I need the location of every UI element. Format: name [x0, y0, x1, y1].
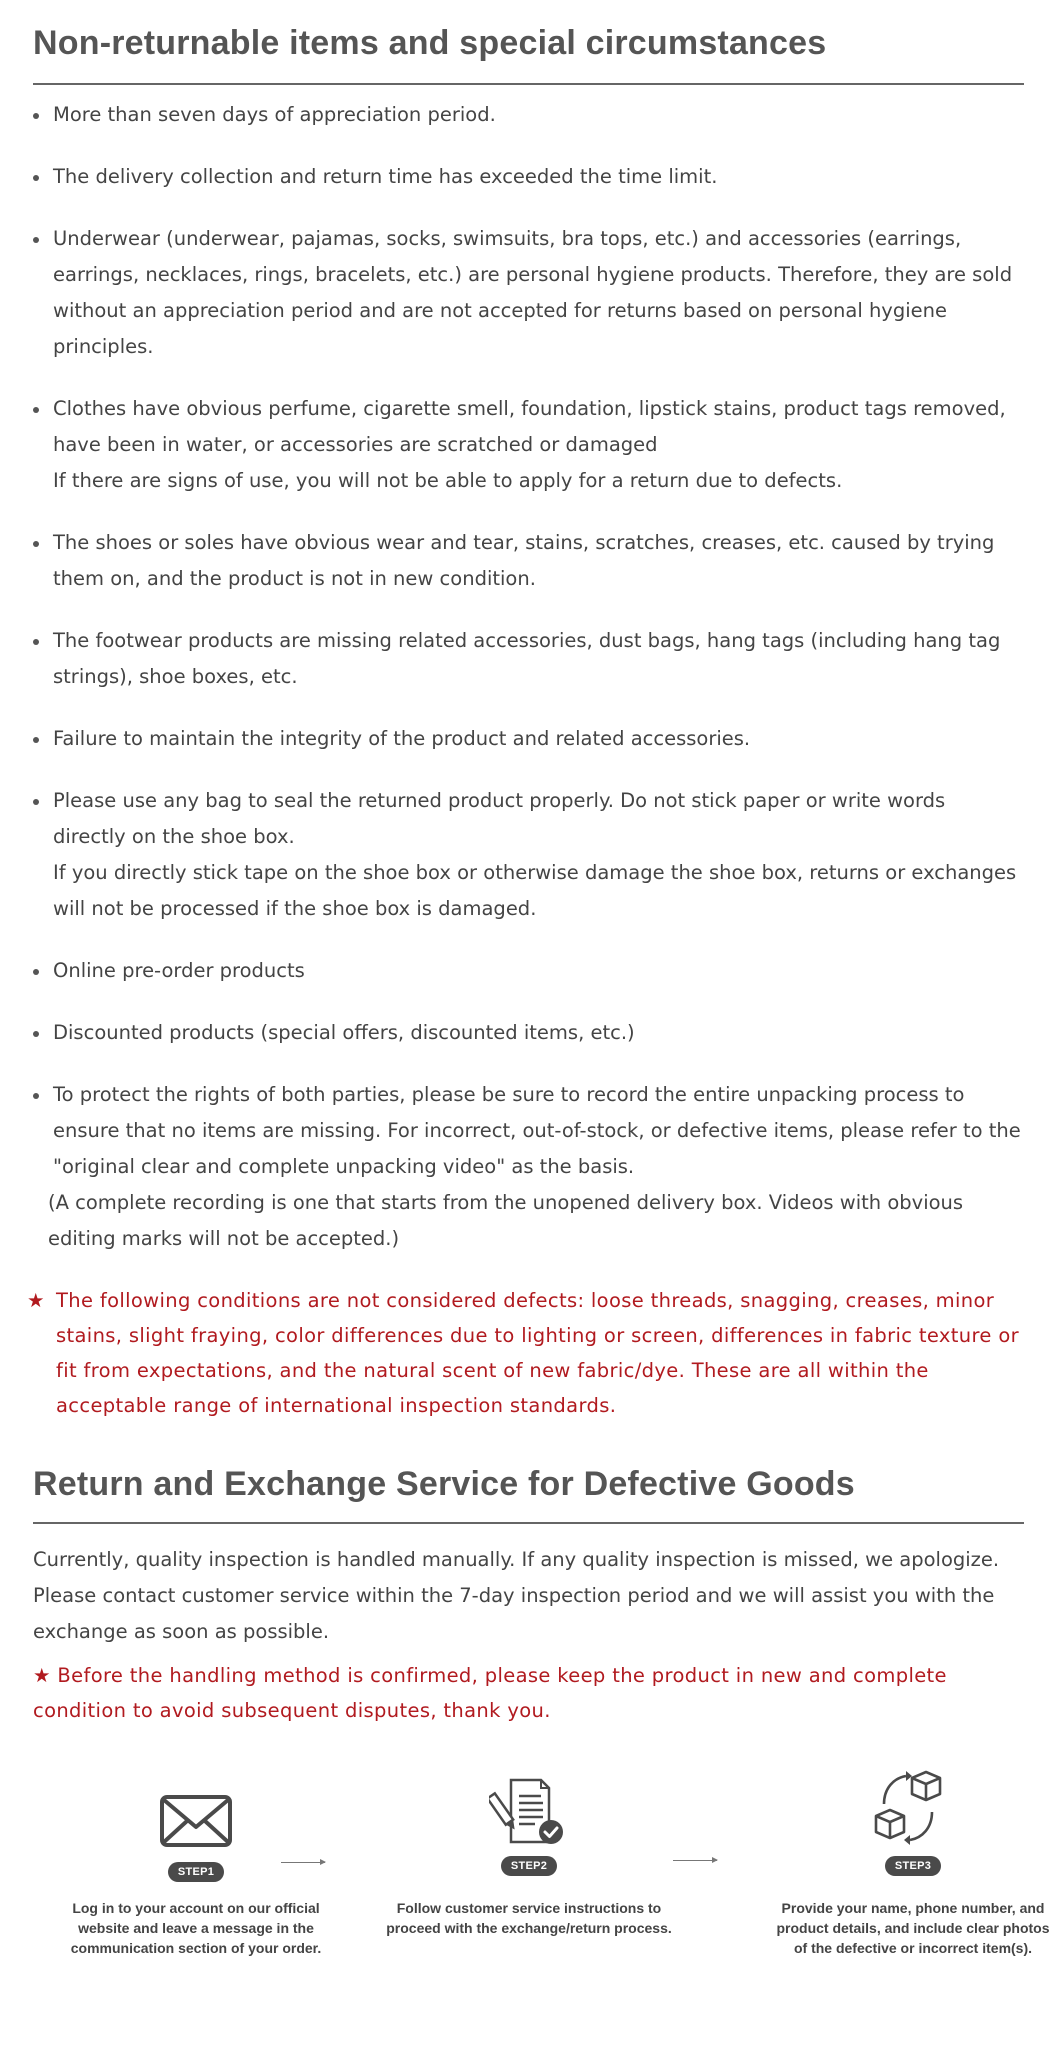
section-divider [33, 83, 1024, 85]
envelope-icon [159, 1794, 233, 1848]
list-item-text: Failure to maintain the integrity of the product and related accessories. [53, 727, 751, 750]
step-1-text: Log in to your account on our official website and leave a message in the communication section of your order. [70, 1900, 322, 1956]
keep-condition-text: Before the handling method is confirmed, please keep the product in new and complete condition to avoid subsequent disputes, thank you. [33, 1664, 947, 1722]
step-badge: STEP2 [501, 1856, 557, 1876]
package-exchange-icon [870, 1766, 956, 1848]
defect-conditions-note [27, 1283, 1024, 1423]
step-badge: STEP3 [885, 1856, 941, 1876]
step-2-icon-wrap [379, 1758, 679, 1848]
arrow-right-icon [281, 1862, 325, 1863]
list-item-text: (A complete recording is one that starts from the unopened delivery box. Videos with obvious editing marks will not be accepted.) [48, 1191, 964, 1250]
step-3-text: Provide your name, phone number, and product details, and include clear photos of the defective or incorrect item(s). [776, 1900, 1050, 1956]
step-1 [46, 1758, 346, 1958]
non-returnable-list [33, 97, 1024, 1257]
section-title-defective-goods: Return and Exchange Service for Defective Goods [33, 1465, 855, 1503]
step-2 [379, 1758, 679, 1938]
list-item [33, 783, 1024, 927]
list-item [33, 1015, 1024, 1051]
star-icon: ★ [33, 1664, 51, 1687]
list-item [33, 97, 1024, 133]
keep-condition-note [33, 1658, 1024, 1728]
step-2-text: Follow customer service instructions to proceed with the exchange/return process. [386, 1900, 672, 1936]
list-item [33, 1077, 1024, 1257]
list-item-text: Discounted products (special offers, discounted items, etc.) [53, 1021, 635, 1044]
step-3-icon-wrap [763, 1758, 1057, 1848]
list-item-text: If there are signs of use, you will not be able to apply for a return due to defects. [53, 469, 843, 492]
section-title-non-returnable: Non-returnable items and special circumstances [33, 24, 827, 62]
list-item [33, 391, 1024, 499]
list-item [33, 953, 1024, 989]
step-3 [763, 1758, 1057, 1958]
steps-row [33, 1758, 1050, 2018]
step-1-icon-wrap [46, 1758, 346, 1848]
list-item-text: The delivery collection and return time has exceeded the time limit. [53, 165, 718, 188]
star-icon: ★ [27, 1289, 45, 1312]
list-item-text: Online pre-order products [53, 959, 305, 982]
list-item [33, 159, 1024, 195]
list-item-text: The shoes or soles have obvious wear and tear, stains, scratches, creases, etc. caused by trying them on, and the product is not in new condition. [53, 531, 995, 590]
list-item-text: The footwear products are missing related accessories, dust bags, hang tags (including hang tag strings), shoe boxes, etc. [53, 629, 1001, 688]
defect-conditions-text: The following conditions are not considered defects: loose threads, snagging, creases, minor stains, slight fraying, color differences due to lighting or screen, differences in fabric texture or fit from expectations, and the natural scent of new fabric/dye. These are all within the acceptable range of international inspection standards. [56, 1289, 1019, 1417]
inspection-paragraph: Currently, quality inspection is handled manually. If any quality inspection is missed, we apologize. Please contact customer service within the 7-day inspection period and we will assist you with the exchange as soon as possible. [33, 1548, 1000, 1643]
list-item-text: Clothes have obvious perfume, cigarette smell, foundation, lipstick stains, product tags removed, have been in water, or accessories are scratched or damaged [53, 397, 1006, 456]
list-item [33, 525, 1024, 597]
list-item [33, 623, 1024, 695]
list-item [33, 221, 1024, 365]
list-item [33, 721, 1024, 757]
list-item-text: Please use any bag to seal the returned product properly. Do not stick paper or write words directly on the shoe box. [53, 789, 946, 848]
document-check-icon [489, 1776, 569, 1848]
list-item-text: More than seven days of appreciation period. [53, 103, 496, 126]
list-item-text: To protect the rights of both parties, please be sure to record the entire unpacking process to ensure that no items are missing. For incorrect, out-of-stock, or defective items, please refer to the "original clear and complete unpacking video" as the basis. [53, 1083, 1021, 1178]
arrow-right-icon [673, 1860, 717, 1861]
step-badge: STEP1 [168, 1862, 224, 1882]
section-divider [33, 1522, 1024, 1524]
list-item-text: If you directly stick tape on the shoe box or otherwise damage the shoe box, returns or exchanges will not be processed if the shoe box is damaged. [53, 861, 1017, 920]
list-item-text: Underwear (underwear, pajamas, socks, swimsuits, bra tops, etc.) and accessories (earrings, earrings, necklaces, rings, bracelets, etc.) are personal hygiene products. Therefore, they are sold without an appreciation period and are not accepted for returns based on personal hygiene principles. [53, 227, 1013, 358]
